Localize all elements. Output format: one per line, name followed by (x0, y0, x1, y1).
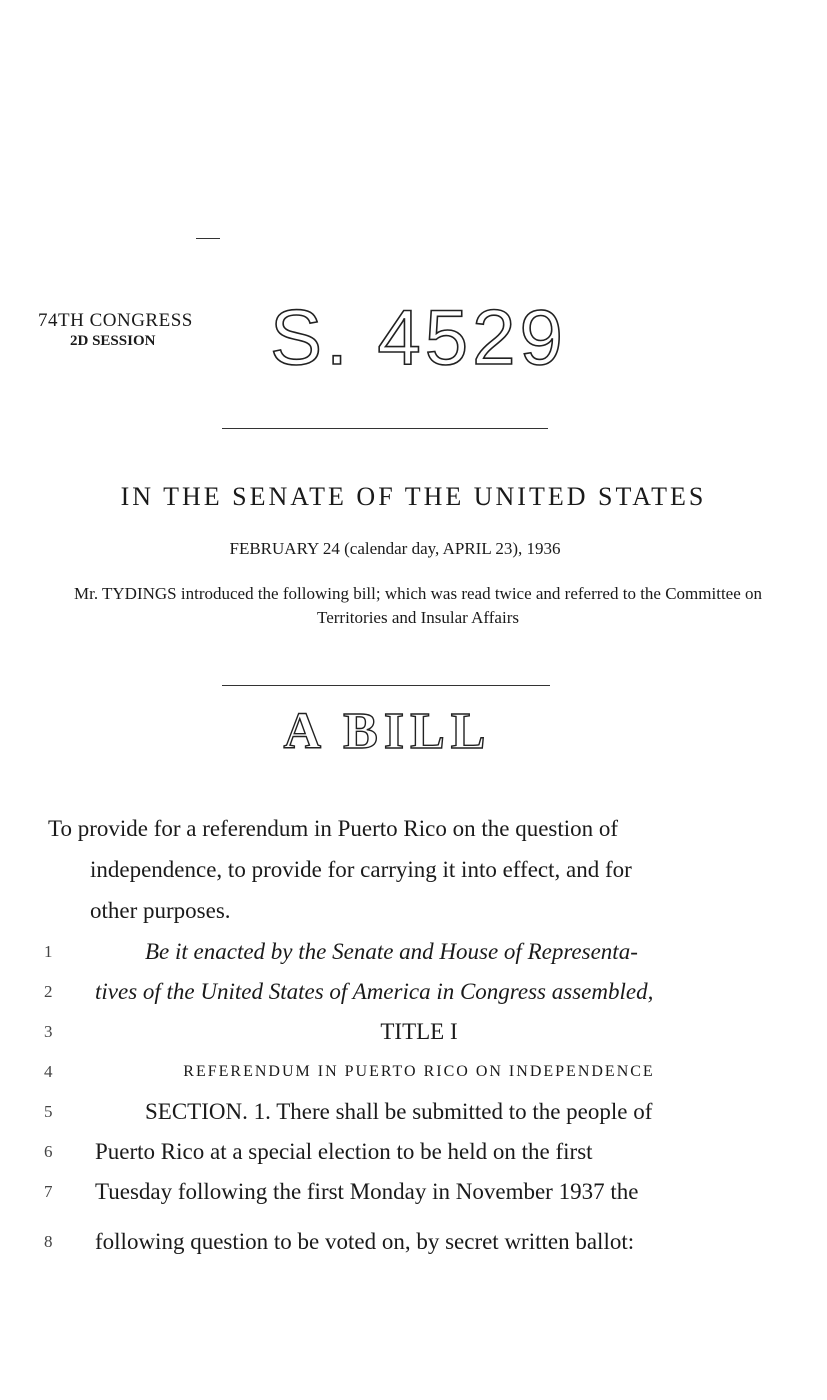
bill-line (0, 1222, 827, 1262)
line-text: tives of the United States of America in Congress assembled, (95, 979, 654, 1004)
purpose-line: To provide for a referendum in Puerto Rico on the question of (48, 816, 619, 841)
date-line: FEBRUARY 24 (calendar day, APRIL 23), 1936 (229, 539, 561, 558)
line-number: 4 (44, 1062, 53, 1081)
line-number: 6 (44, 1142, 53, 1161)
title-heading: TITLE I (380, 1019, 458, 1044)
bill-line (0, 932, 827, 972)
line-number: 7 (44, 1182, 53, 1201)
senate-heading: IN THE SENATE OF THE UNITED STATES (120, 482, 707, 511)
bill-line (0, 1012, 827, 1052)
bill-heading: A BILL (283, 703, 492, 760)
title-subheading: REFERENDUM IN PUERTO RICO ON INDEPENDENCE (183, 1063, 655, 1080)
bill-line (0, 1052, 827, 1092)
introduction-text: Mr. TYDINGS introduced the following bill; which was read twice and referred to the Committee on Territories and Insular Affairs (73, 584, 763, 627)
purpose-line: independence, to provide for carrying it into effect, and for (90, 857, 632, 882)
line-number: 2 (44, 982, 53, 1001)
bill-line (0, 1172, 827, 1212)
line-text: following question to be voted on, by secret written ballot: (95, 1229, 635, 1254)
bill-line (0, 972, 827, 1012)
line-text: SECTION. 1. There shall be submitted to the people of (145, 1099, 653, 1124)
purpose-clause (48, 808, 748, 931)
congress-label: 74TH CONGRESS (38, 310, 193, 331)
bill-number: S. 4529 (270, 293, 567, 381)
line-text: Tuesday following the first Monday in November 1937 the (95, 1179, 639, 1204)
line-text: Puerto Rico at a special election to be held on the first (95, 1139, 593, 1164)
line-text: Be it enacted by the Senate and House of Representa- (145, 939, 638, 964)
bill-line (0, 1092, 827, 1132)
line-number: 8 (44, 1232, 53, 1251)
top-dash (196, 238, 220, 239)
line-number: 5 (44, 1102, 53, 1121)
divider-rule (222, 685, 550, 686)
bill-line (0, 1132, 827, 1172)
line-number: 3 (44, 1022, 53, 1041)
purpose-line: other purposes. (90, 898, 231, 923)
session-label: 2D SESSION (70, 333, 156, 349)
line-number: 1 (44, 942, 53, 961)
divider-rule (222, 428, 548, 429)
